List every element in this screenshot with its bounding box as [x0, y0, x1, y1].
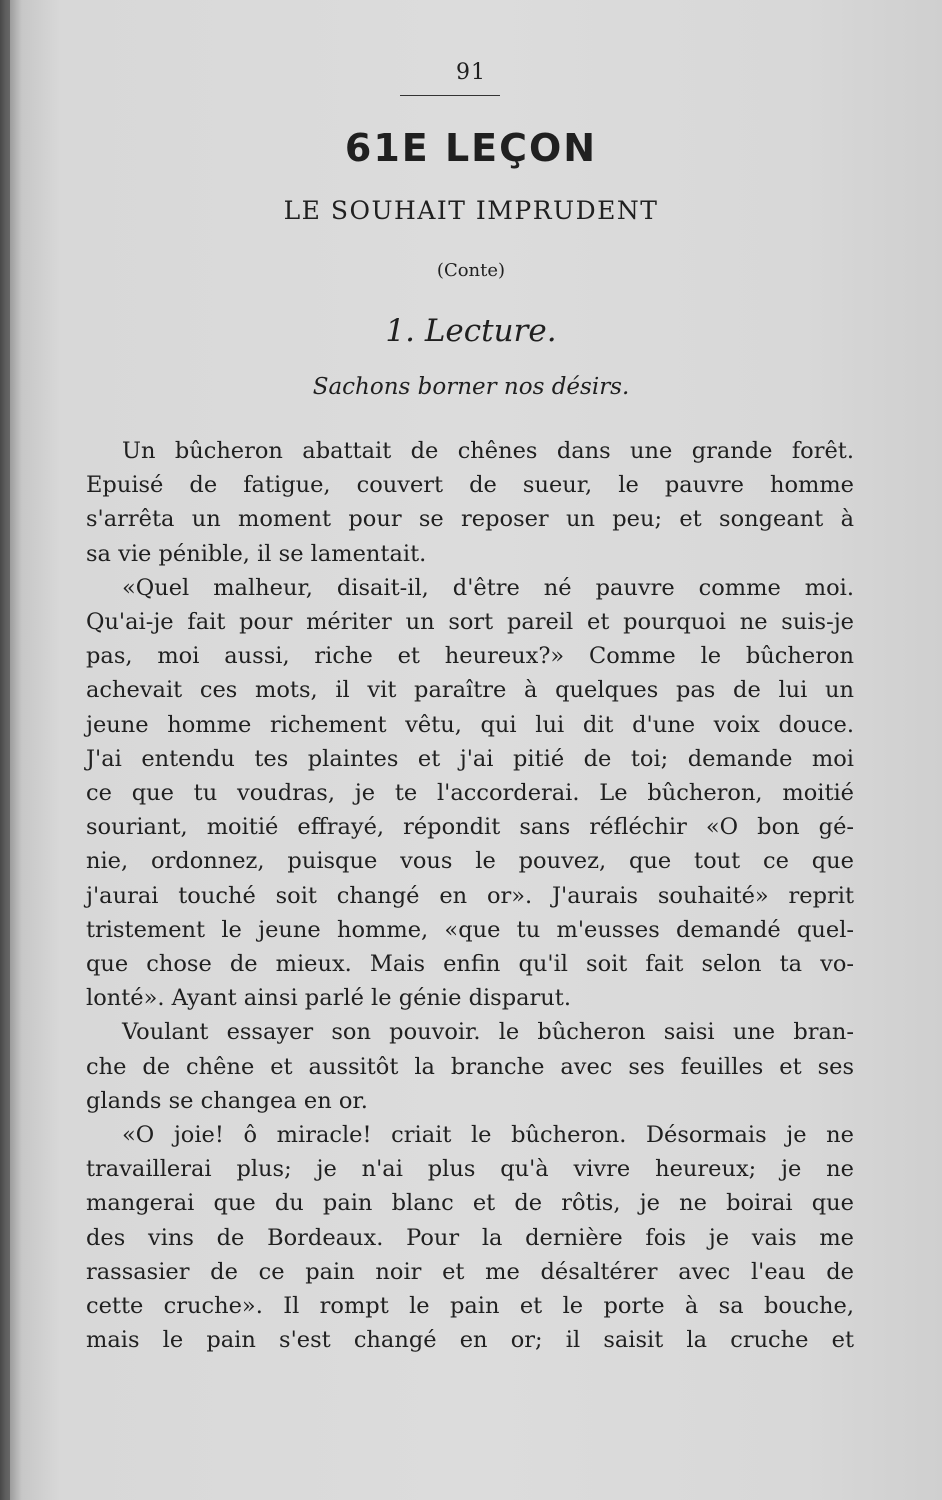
text-line: lonté». Ayant ainsi parlé le génie disparut.: [86, 985, 571, 1012]
text-line: glands se changea en or.: [86, 1087, 368, 1114]
story-title: LE SOUHAIT IMPRUDENT: [283, 196, 659, 225]
text-line: che de chêne et aussitôt la branche avec ses feuilles et ses: [86, 1053, 854, 1080]
book-spine-shadow: [0, 0, 10, 1500]
page-number-rule: [400, 95, 500, 96]
text-line: souriant, moitié effrayé, répondit sans réfléchir «O bon gé-: [86, 814, 854, 841]
section-heading: 1. Lecture.: [385, 313, 557, 349]
text-line: Un bûcheron abattait de chênes dans une grande forêt.: [122, 438, 854, 464]
text-line: Epuisé de fatigue, couvert de sueur, le pauvre homme: [86, 472, 854, 499]
text-line: que chose de mieux. Mais enfin qu'il soit fait selon ta vo-: [86, 951, 854, 978]
text-line: «Quel malheur, disait-il, d'être né pauvre comme moi.: [122, 574, 854, 601]
text-line: achevait ces mots, il vit paraître à quelques pas de lui un: [86, 677, 854, 704]
text-line: sa vie pénible, il se lamentait.: [86, 540, 427, 567]
text-line: cette cruche». Il rompt le pain et le porte à sa bouche,: [86, 1293, 854, 1320]
text-line: J'ai entendu tes plaintes et j'ai pitié de toi; demande moi: [86, 745, 854, 772]
text-line: tristement le jeune homme, «que tu m'eusses demandé quel-: [86, 916, 854, 943]
story-text: [86, 434, 854, 1357]
text-line: travaillerai plus; je n'ai plus qu'à vivre heureux; je ne: [86, 1156, 854, 1183]
text-line: pas, moi aussi, riche et heureux?» Comme le bûcheron: [86, 643, 854, 670]
text-line: Voulant essayer son pouvoir. le bûcheron saisi une bran-: [122, 1019, 854, 1046]
motto: Sachons borner nos désirs.: [312, 374, 630, 400]
lesson-heading: 61E LEÇON: [344, 126, 598, 170]
text-line: Qu'ai-je fait pour mériter un sort pareil et pourquoi ne suis-je: [86, 609, 854, 636]
story-subtitle: (Conte): [436, 260, 506, 281]
text-line: s'arrêta un moment pour se reposer un peu; et songeant à: [86, 506, 854, 533]
text-line: j'aurai touché soit changé en or». J'aurais souhaité» reprit: [86, 882, 854, 909]
text-line: «O joie! ô miracle! criait le bûcheron. Désormais je ne: [122, 1122, 854, 1149]
text-line: ce que tu voudras, je te l'accorderai. Le bûcheron, moitié: [86, 780, 854, 807]
text-line: mangerai que du pain blanc et de rôtis, je ne boirai que: [86, 1190, 854, 1217]
text-line: mais le pain s'est changé en or; il saisit la cruche et: [86, 1327, 854, 1354]
text-line: nie, ordonnez, puisque vous le pouvez, que tout ce que: [86, 848, 854, 875]
text-line: rassasier de ce pain noir et me désaltérer avec l'eau de: [86, 1258, 854, 1285]
page-number: 91: [456, 60, 486, 85]
text-line: des vins de Bordeaux. Pour la dernière fois je vais me: [86, 1224, 854, 1251]
text-line: jeune homme richement vêtu, qui lui dit d'une voix douce.: [86, 711, 854, 738]
